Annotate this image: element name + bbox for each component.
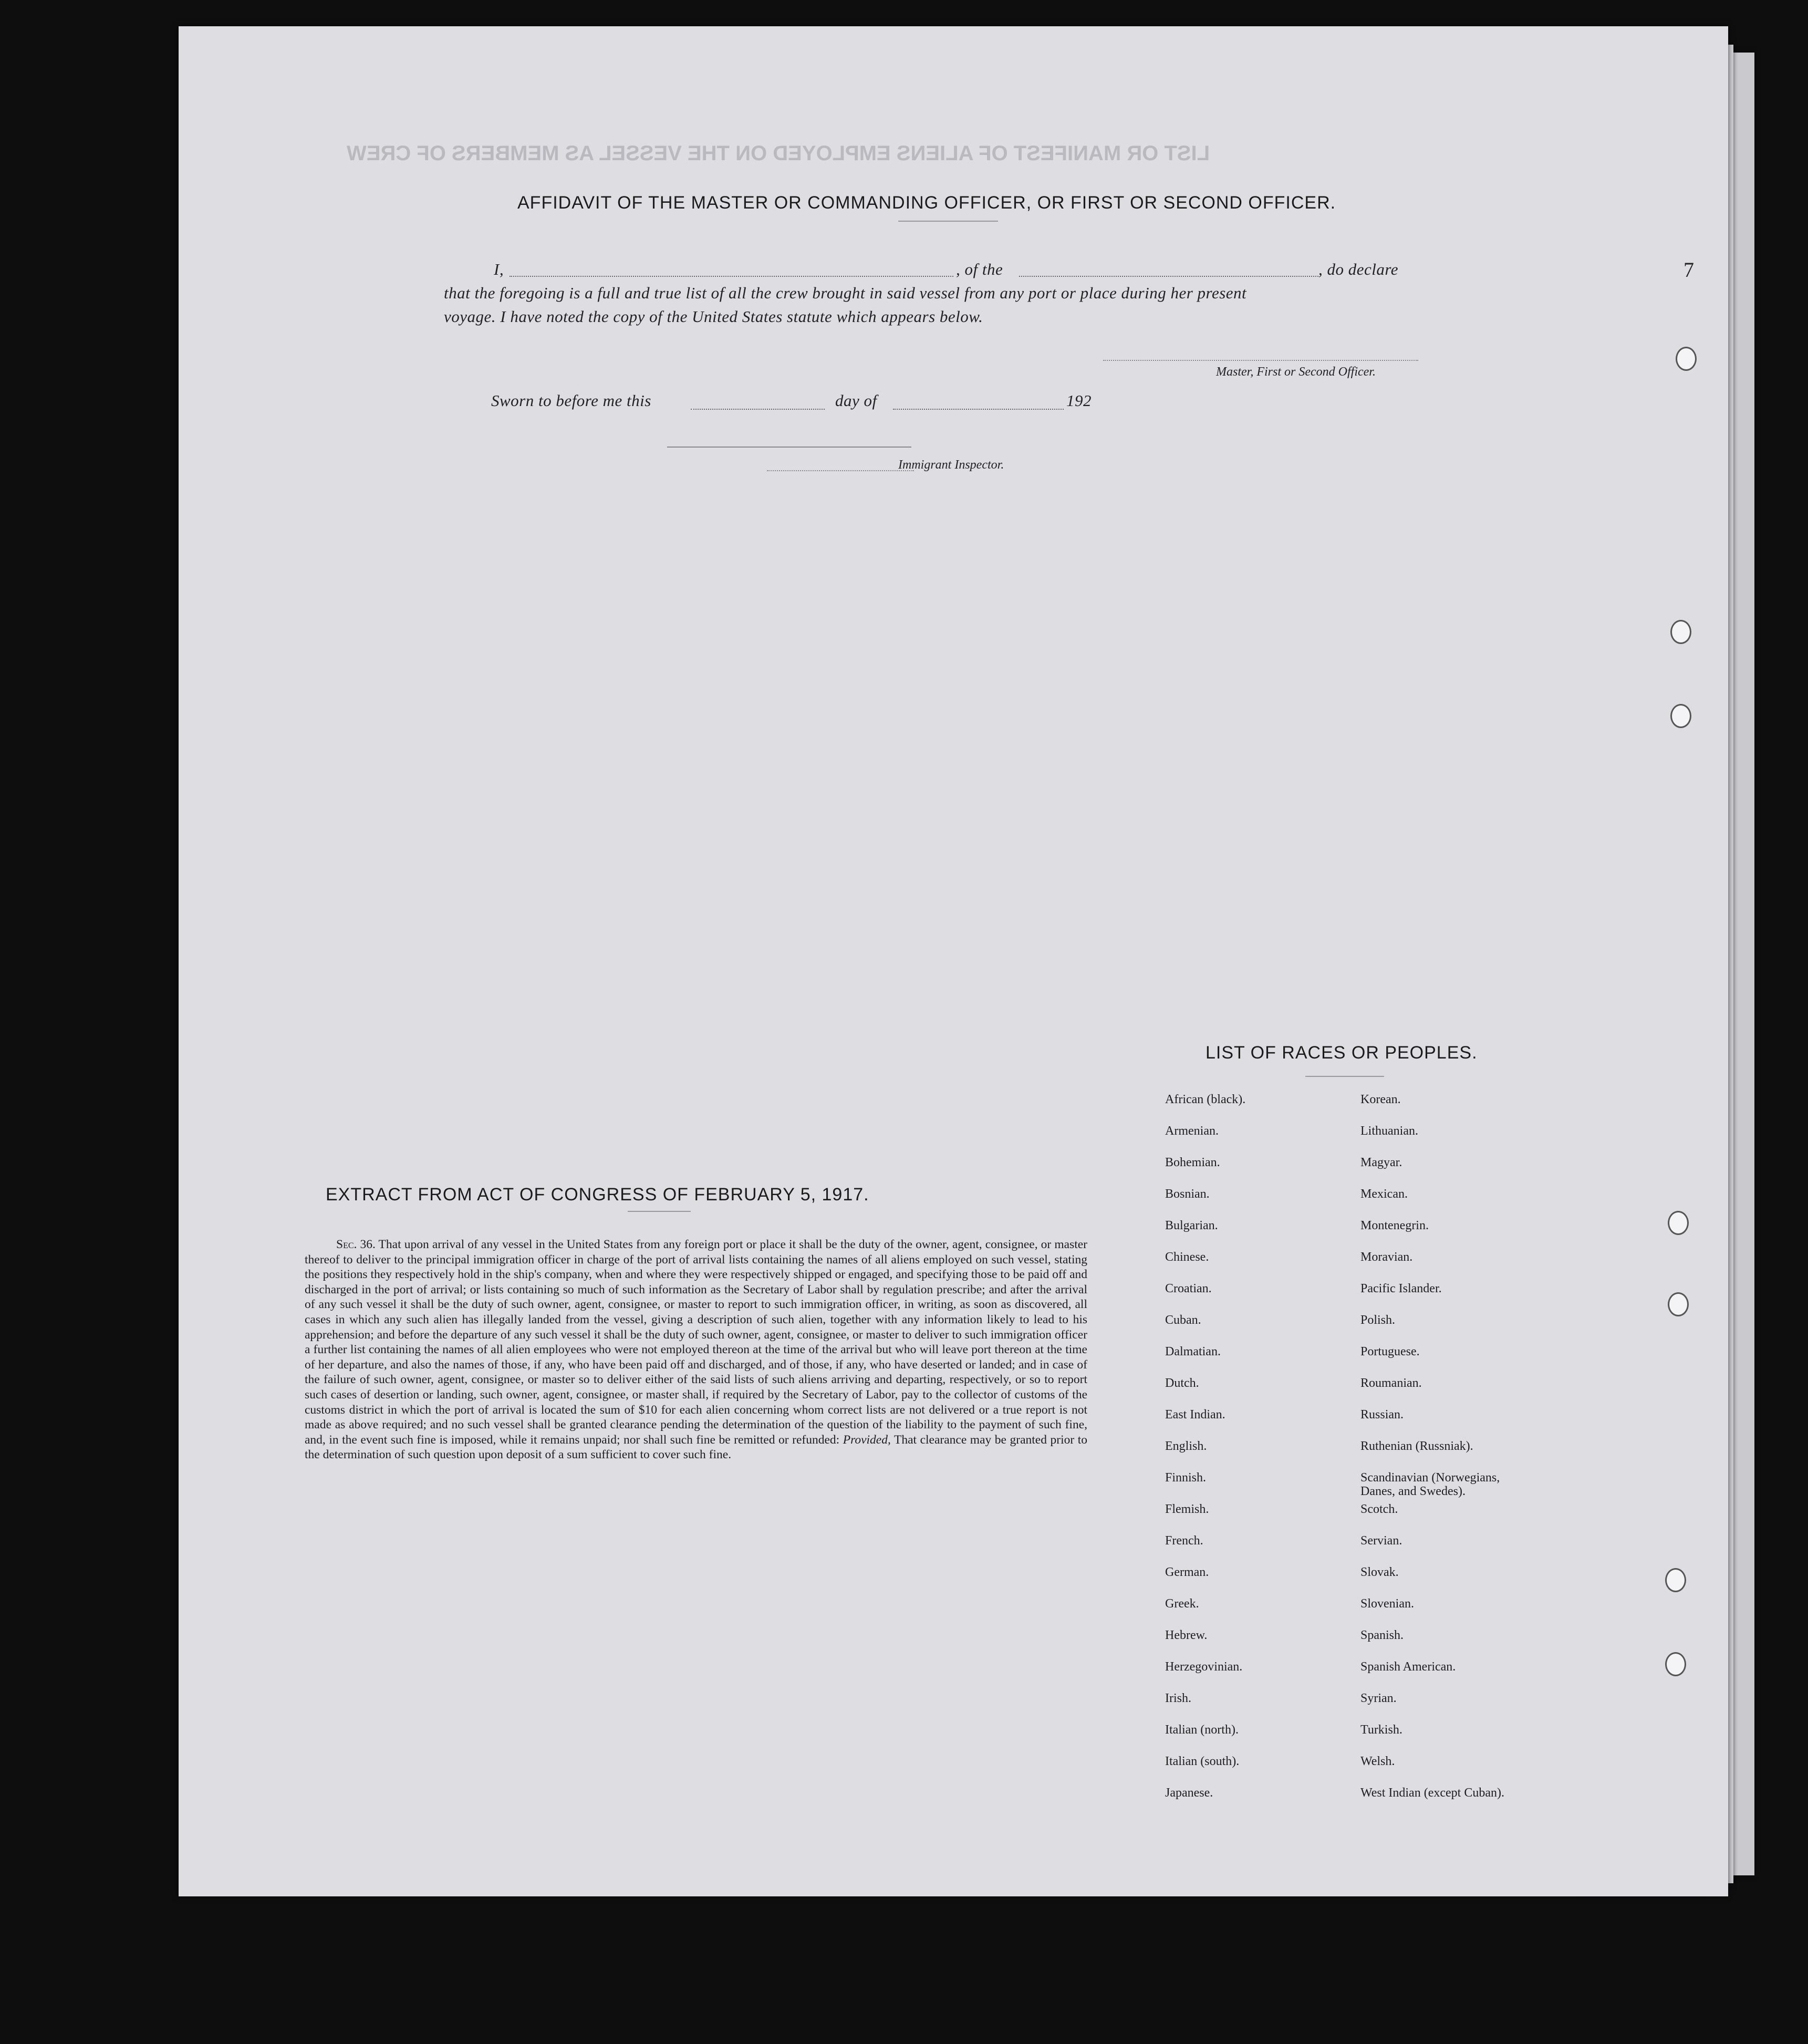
statute-body-part1: That upon arrival of any vessel in the United States from any foreign port or place it shall be the duty of the owner, agent, consignee, or master thereof to deliver to the principal immigration officer in charge of the port of arrival lists containing the names of all aliens employed on such vessel, stating the positions they respectively hold in the ship's company, when and where they were respectively shipped or engaged, and specifying those to be paid off and discharged in the port of arrival; or lists containing so much of such information as the Secretary of Labor shall by regulation prescribe; and after the arrival of any such vessel it shall be the duty of such owner, agent, consignee, or master to report to such immigration officer, in writing, as soon as discovered, all cases in which any such alien has illegally landed from the vessel, giving a description of such alien, together with any information likely to lead to his apprehension; and before the departure of any such vessel it shall be the duty of such owner, agent, consignee, or master to deliver to such immigration officer a further list containing the names of all alien employees who were not employed thereon at the time of the arrival but who will leave port thereon at the time of her departure, and also the names of those, if any, who have been paid off and discharged, and of those, if any, who have deserted or landed; and in case of the failure of such owner, agent, consignee, or master so to deliver either of the said lists of such aliens arriving and departing, respectively, or so to report such cases of desertion or landing, such owner, agent, consignee, or master shall, if required by the Secretary of Labor, pay to the collector of customs of the customs district in which the port of arrival is located the sum of $10 for each alien concerning whom correct lists are not delivered or a true report is not made as above required; and no such vessel shall be granted clearance pending the determination of the question of the liability to the payment of such fine, and, in the event such fine is imposed, while it remains unpaid; nor shall such fine be remitted or refunded:: [305, 1238, 1087, 1447]
race-item: Hebrew.: [1165, 1628, 1208, 1642]
affidavit-do-declare: , do declare: [1318, 260, 1399, 278]
statute-text: [305, 1237, 1087, 1462]
affidavit-title: AFFIDAVIT OF THE MASTER OR COMMANDING OFFICER, OR FIRST OR SECOND OFFICER.: [517, 193, 1336, 213]
race-item: Finnish.: [1165, 1471, 1207, 1485]
affidavit-line2: that the foregoing is a full and true list of all the crew brought in said vessel from any port or place during her present: [444, 284, 1247, 302]
statute-sec-label: Sec. 36.: [336, 1238, 376, 1251]
race-item: Irish.: [1165, 1692, 1191, 1705]
master-signature-line[interactable]: [1103, 360, 1418, 361]
race-item: Magyar.: [1360, 1156, 1402, 1169]
race-item: Flemish.: [1165, 1502, 1209, 1516]
race-item: Portuguese.: [1360, 1345, 1420, 1358]
affidavit-line3: voyage. I have noted the copy of the United States statute which appears below.: [444, 307, 983, 326]
affidavit-of-the: , of the: [956, 260, 1003, 278]
race-item: Italian (south).: [1165, 1755, 1240, 1768]
binder-hole-icon: [1676, 347, 1697, 371]
sworn-day-blank[interactable]: [691, 409, 825, 410]
race-item: Bosnian.: [1165, 1187, 1210, 1201]
race-item: West Indian (except Cuban).: [1360, 1786, 1504, 1800]
race-item: Bohemian.: [1165, 1156, 1220, 1169]
race-item: Bulgarian.: [1165, 1219, 1218, 1232]
race-item: Moravian.: [1360, 1250, 1413, 1264]
race-item: Slovak.: [1360, 1565, 1399, 1579]
race-item: East Indian.: [1165, 1408, 1225, 1422]
race-item: Scotch.: [1360, 1502, 1398, 1516]
statute-provided: Provided,: [843, 1433, 891, 1447]
race-item: Korean.: [1360, 1093, 1401, 1106]
extract-title: EXTRACT FROM ACT OF CONGRESS OF FEBRUARY 5, 1917.: [326, 1185, 869, 1205]
race-item: Herzegovinian.: [1165, 1660, 1243, 1674]
races-title-underline: [1305, 1076, 1384, 1077]
binder-hole-icon: [1670, 620, 1691, 644]
race-item: Roumanian.: [1360, 1376, 1422, 1390]
affidavit-i: I,: [494, 260, 504, 278]
races-title: LIST OF RACES OR PEOPLES.: [1206, 1043, 1478, 1063]
race-item: Mexican.: [1360, 1187, 1408, 1201]
race-item: Polish.: [1360, 1313, 1396, 1327]
binder-hole-icon: [1668, 1292, 1689, 1316]
race-item: Turkish.: [1360, 1723, 1402, 1737]
page-number: 7: [1684, 258, 1694, 282]
races-column-2: [1360, 1093, 1504, 1818]
sworn-year: 192: [1066, 391, 1092, 410]
inspector-signature-line-2[interactable]: [767, 470, 914, 471]
race-item: Syrian.: [1360, 1692, 1397, 1705]
race-item: Pacific Islander.: [1360, 1282, 1442, 1295]
race-item: Dalmatian.: [1165, 1345, 1221, 1358]
race-item: German.: [1165, 1565, 1209, 1579]
binder-hole-icon: [1665, 1652, 1686, 1676]
races-column-1: [1165, 1093, 1245, 1818]
sworn-prefix: Sworn to before me this: [491, 391, 651, 410]
race-item: Cuban.: [1165, 1313, 1201, 1327]
race-item: Servian.: [1360, 1534, 1402, 1548]
race-item: Lithuanian.: [1360, 1124, 1418, 1138]
binder-hole-icon: [1665, 1568, 1686, 1592]
race-item: Greek.: [1165, 1597, 1199, 1611]
race-item: Spanish.: [1360, 1628, 1404, 1642]
race-item: Slovenian.: [1360, 1597, 1414, 1611]
inspector-signature-line-1[interactable]: [667, 447, 911, 448]
bleed-through-header: LIST OR MANIFEST OF ALIENS EMPLOYED ON THE VESSEL AS MEMBERS OF CREW: [347, 142, 1210, 165]
extract-title-underline: [628, 1211, 691, 1212]
name-blank[interactable]: [510, 276, 953, 277]
race-item: Montenegrin.: [1360, 1219, 1429, 1232]
race-item: Japanese.: [1165, 1786, 1213, 1800]
race-item: Russian.: [1360, 1408, 1404, 1422]
sworn-month-blank[interactable]: [893, 409, 1064, 410]
inspector-label: Immigrant Inspector.: [898, 458, 1004, 472]
form-page: [179, 26, 1728, 1896]
vessel-blank[interactable]: [1019, 276, 1318, 277]
statute-body-part2: That clearance may be granted prior to the determination of such question upon deposit of a sum sufficient to cover such fine.: [305, 1433, 1087, 1462]
race-item: Ruthenian (Russniak).: [1360, 1439, 1473, 1453]
title-underline: [898, 221, 998, 222]
race-item: French.: [1165, 1534, 1203, 1548]
race-item: African (black).: [1165, 1093, 1246, 1106]
race-item: Italian (north).: [1165, 1723, 1239, 1737]
race-item: Croatian.: [1165, 1282, 1212, 1295]
race-item: Chinese.: [1165, 1250, 1209, 1264]
race-item: Scandinavian (Norwegians, Danes, and Swedes).: [1360, 1471, 1500, 1498]
race-item: Dutch.: [1165, 1376, 1199, 1390]
race-item: Armenian.: [1165, 1124, 1219, 1138]
binder-hole-icon: [1670, 704, 1691, 728]
master-signature-label: Master, First or Second Officer.: [1216, 365, 1376, 379]
race-item: English.: [1165, 1439, 1207, 1453]
race-item: Spanish American.: [1360, 1660, 1456, 1674]
race-item: Welsh.: [1360, 1755, 1395, 1768]
sworn-day-of: day of: [835, 391, 877, 410]
binder-hole-icon: [1668, 1211, 1689, 1235]
